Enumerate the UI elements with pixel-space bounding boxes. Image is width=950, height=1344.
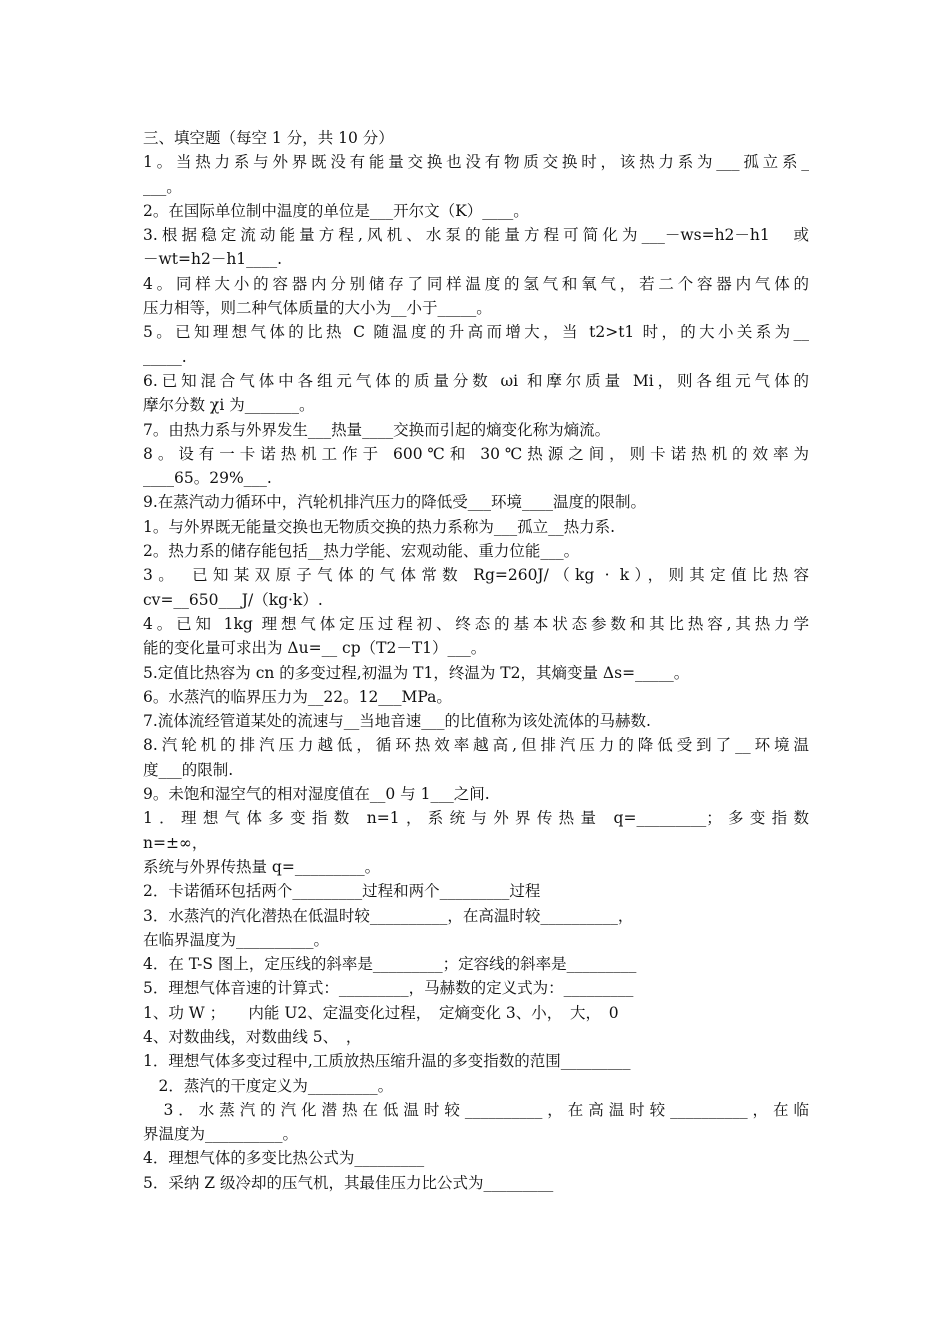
text-line: 8.汽轮机的排汽压力越低，循环热效率越高,但排汽压力的降低受到了__环境温 — [143, 736, 809, 755]
text-line: 9.在蒸汽动力循环中，汽轮机排汽压力的降低受___环境____温度的限制。 — [143, 493, 647, 512]
document-body — [143, 126, 809, 1195]
text-line: 界温度为__________。 — [143, 1125, 299, 1144]
text-line: 4．理想气体的多变比热公式为_________ — [143, 1149, 425, 1168]
text-line: ___。 — [143, 177, 182, 196]
text-line: 7.流体流经管道某处的流速与__当地音速___的比值称为该处流体的马赫数. — [143, 712, 651, 731]
text-line: 能的变化量可求出为 Δu=__ cp（T2－T1）___。 — [143, 639, 487, 658]
text-line: 3.根据稳定流动能量方程,风机、水泵的能量方程可简化为___－ws=h2－h1 或 — [143, 226, 809, 245]
text-line: 9。未饱和湿空气的相对湿度值在__0 与 1___之间. — [143, 785, 490, 804]
text-line: 2．卡诺循环包括两个_________过程和两个_________过程 — [143, 882, 541, 901]
text-line: 8。设有一卡诺热机工作于 600℃和 30℃热源之间，则卡诺热机的效率为 — [143, 444, 809, 463]
text-line: 4。已知 1kg 理想气体定压过程初、终态的基本状态参数和其比热容,其热力学 — [143, 614, 809, 633]
text-line: 系统与外界传热量 q=_________。 — [143, 857, 381, 876]
text-line: 2。在国际单位制中温度的单位是___开尔文（K）____。 — [143, 201, 529, 220]
text-line: 2．蒸汽的干度定义为_________。 — [143, 1076, 394, 1095]
text-line: －wt=h2－h1____. — [143, 250, 283, 269]
text-line: 5。已知理想气体的比热 C 随温度的升高而增大，当 t2>t1 时，的大小关系为__ — [143, 323, 809, 342]
text-line: 3．水蒸汽的汽化潜热在低温时较__________，在高温时较__________，在临 — [143, 1100, 809, 1119]
text-line: 1、功 W ； 内能 U2、定温变化过程， 定熵变化 3、小， 大， 0 — [143, 1003, 619, 1022]
text-line: 2。热力系的储存能包括__热力学能、宏观动能、重力位能___。 — [143, 542, 580, 561]
text-line: 7。由热力系与外界发生___热量____交换而引起的熵变化称为熵流。 — [143, 420, 611, 439]
text-line: 5．采纳 Z 级冷却的压气机，其最佳压力比公式为_________ — [143, 1173, 554, 1192]
text-line: 5．理想气体音速的计算式：_________，马赫数的定义式为：_________ — [143, 979, 634, 998]
text-line: 1．理想气体多变指数 n=1，系统与外界传热量 q=_________；多变指数 — [143, 809, 809, 828]
section-heading: 三、填空题（每空 1 分，共 10 分） — [143, 129, 394, 147]
text-line: 1。当热力系与外界既没有能量交换也没有物质交换时，该热力系为___孤立系_ — [143, 153, 809, 172]
text-line: 4．在 T-S 图上，定压线的斜率是_________；定容线的斜率是_________ — [143, 955, 637, 974]
text-line: 4。同样大小的容器内分别储存了同样温度的氢气和氧气，若二个容器内气体的 — [143, 274, 809, 293]
text-line: n=±∞， — [143, 833, 208, 852]
text-line: 摩尔分数 χi 为_______。 — [143, 396, 315, 415]
text-line: 3．水蒸汽的汽化潜热在低温时较__________，在高温时较__________， — [143, 906, 634, 925]
text-line: 6.已知混合气体中各组元气体的质量分数 ωi 和摩尔质量 Mi，则各组元气体的 — [143, 371, 809, 390]
text-line: 1．理想气体多变过程中,工质放热压缩升温的多变指数的范围_________ — [143, 1052, 631, 1071]
text-line: 在临界温度为__________。 — [143, 930, 330, 949]
text-line: 5.定值比热容为 cn 的多变过程,初温为 T1，终温为 T2，其熵变量 Δs=_____。 — [143, 663, 690, 682]
text-line: 1。与外界既无能量交换也无物质交换的热力系称为___孤立__热力系. — [143, 517, 616, 536]
text-line: 度___的限制. — [143, 760, 234, 779]
text-line: _____. — [143, 347, 187, 366]
text-line: 4、对数曲线，对数曲线 5、 ， — [143, 1027, 362, 1046]
text-line: 6。水蒸汽的临界压力为__22。12___MPa。 — [143, 687, 452, 706]
text-line: 压力相等，则二种气体质量的大小为__小于_____。 — [143, 299, 492, 318]
text-line: ____65。29%___. — [143, 469, 272, 488]
text-line: cv=__650___J/（kg·k）. — [143, 590, 323, 609]
text-line: 3。 已知某双原子气体的气体常数 Rg=260J/（kg · k），则其定值比热容 — [143, 566, 809, 585]
